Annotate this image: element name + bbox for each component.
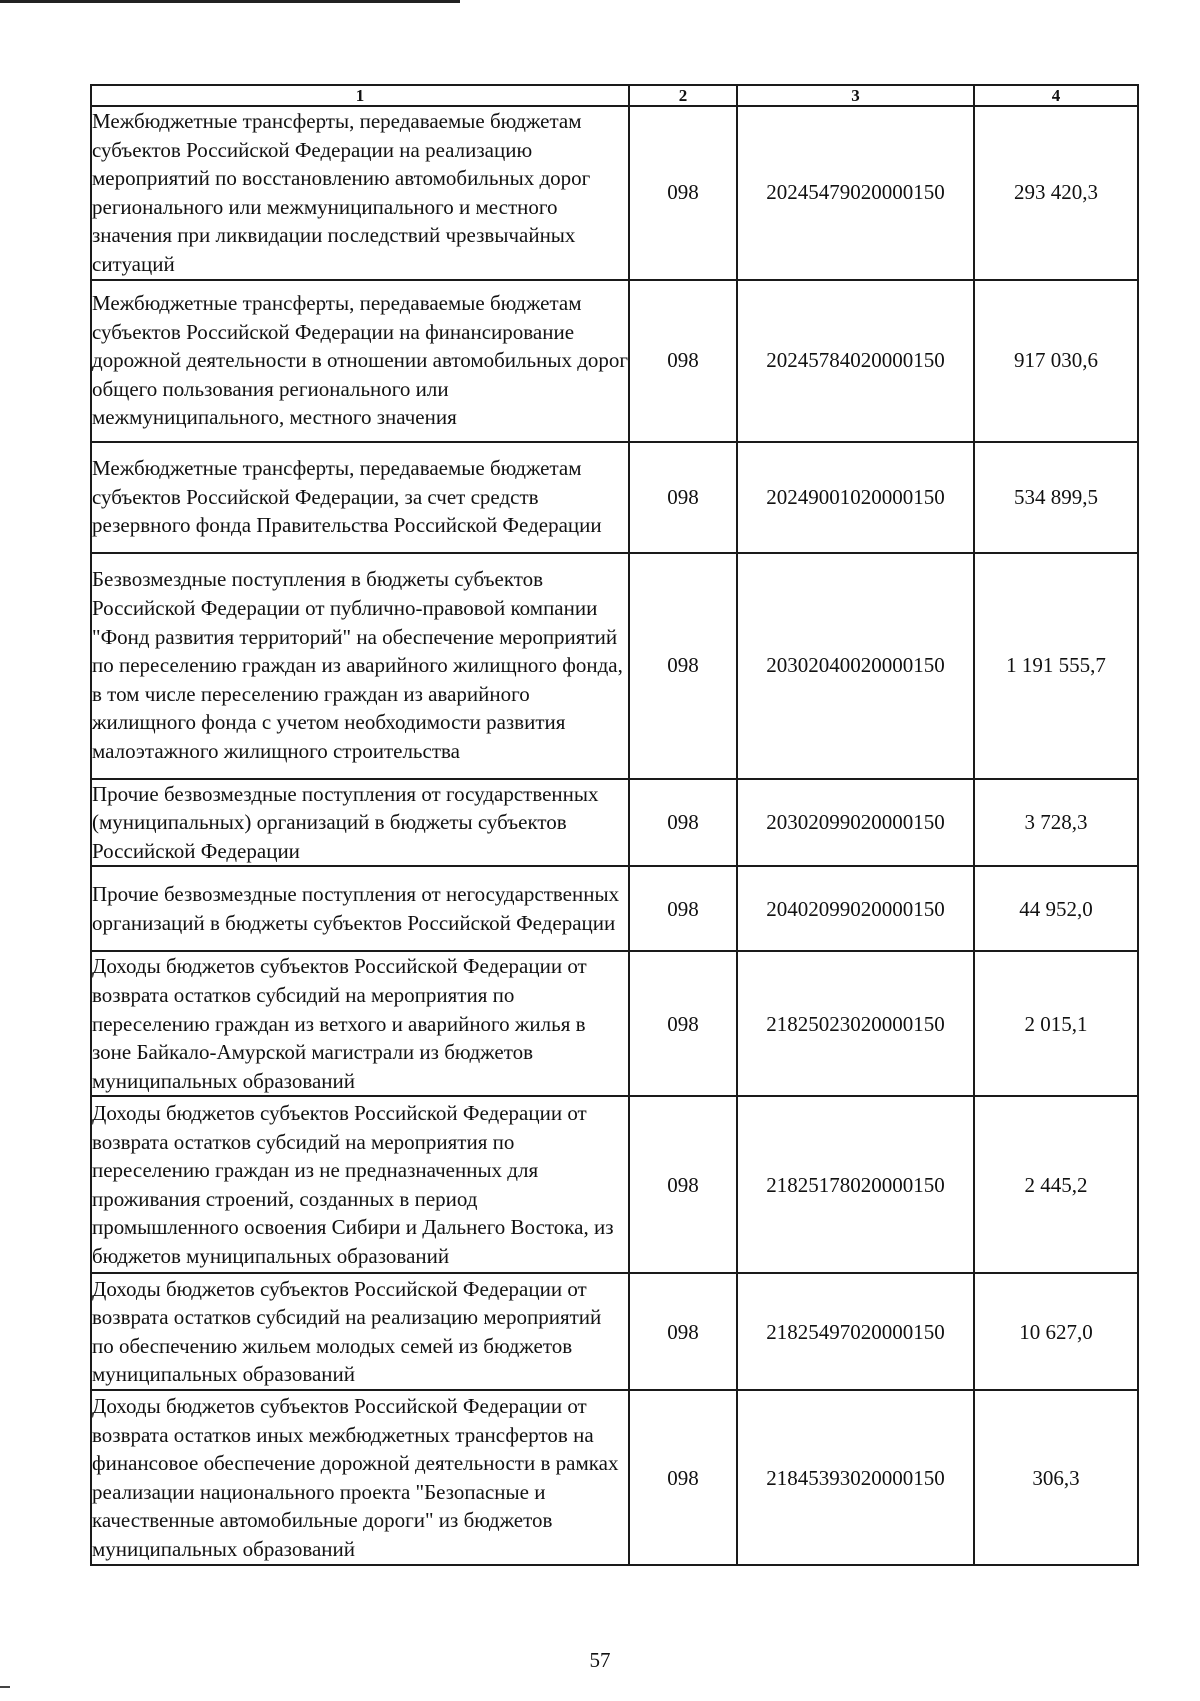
table-row <box>91 106 1138 280</box>
row-amount: 1 191 555,7 <box>974 553 1138 779</box>
row-description: Прочие безвозмездные поступления от государственных (муниципальных) организаций в бюджеты субъектов Российской Федерации <box>91 779 629 867</box>
table-row <box>91 866 1138 951</box>
row-description: Доходы бюджетов субъектов Российской Федерации от возврата остатков иных межбюджетных трансфертов на финансовое обеспечение дорожной деятельности в рамках реализации национального проекта "Безопасные и качественные автомобильные дороги" из бюджетов муниципальных образований <box>91 1390 629 1565</box>
row-admin-code: 098 <box>629 1273 737 1390</box>
table-body <box>91 106 1138 1565</box>
table-row <box>91 1096 1138 1273</box>
row-amount: 44 952,0 <box>974 866 1138 951</box>
row-admin-code: 098 <box>629 951 737 1096</box>
table-row <box>91 280 1138 442</box>
header-col-3: 3 <box>737 85 974 106</box>
header-col-1: 1 <box>91 85 629 106</box>
header-col-2: 2 <box>629 85 737 106</box>
row-income-code: 21825497020000150 <box>737 1273 974 1390</box>
row-amount: 293 420,3 <box>974 106 1138 280</box>
table-header <box>91 85 1138 106</box>
table-row <box>91 553 1138 779</box>
row-description: Доходы бюджетов субъектов Российской Федерации от возврата остатков субсидий на реализацию мероприятий по обеспечению жильем молодых семей из бюджетов муниципальных образований <box>91 1273 629 1390</box>
row-admin-code: 098 <box>629 1096 737 1273</box>
scan-mark <box>0 1686 10 1688</box>
row-admin-code: 098 <box>629 1390 737 1565</box>
table-row <box>91 442 1138 553</box>
row-income-code: 20302040020000150 <box>737 553 974 779</box>
row-description: Межбюджетные трансферты, передаваемые бюджетам субъектов Российской Федерации на финансирование дорожной деятельности в отношении автомобильных дорог общего пользования регионального или межмуниципального, местного значения <box>91 280 629 442</box>
row-income-code: 20302099020000150 <box>737 779 974 867</box>
row-amount: 2 015,1 <box>974 951 1138 1096</box>
budget-table <box>90 84 1139 1566</box>
row-amount: 917 030,6 <box>974 280 1138 442</box>
row-admin-code: 098 <box>629 280 737 442</box>
row-income-code: 21825178020000150 <box>737 1096 974 1273</box>
row-description: Безвозмездные поступления в бюджеты субъектов Российской Федерации от публично-правовой компании "Фонд развития территорий" на обеспечение мероприятий по переселению граждан из аварийного жилищного фонда, в том числе переселению граждан из аварийного жилищного фонда с учетом необходимости развития малоэтажного жилищного строительства <box>91 553 629 779</box>
row-amount: 3 728,3 <box>974 779 1138 867</box>
header-col-4: 4 <box>974 85 1138 106</box>
row-income-code: 20402099020000150 <box>737 866 974 951</box>
row-amount: 534 899,5 <box>974 442 1138 553</box>
row-income-code: 21845393020000150 <box>737 1390 974 1565</box>
header-row <box>91 85 1138 106</box>
row-income-code: 20245479020000150 <box>737 106 974 280</box>
table-row <box>91 1273 1138 1390</box>
row-admin-code: 098 <box>629 779 737 867</box>
row-description: Межбюджетные трансферты, передаваемые бюджетам субъектов Российской Федерации, за счет средств резервного фонда Правительства Российской Федерации <box>91 442 629 553</box>
row-income-code: 20245784020000150 <box>737 280 974 442</box>
page-number: 57 <box>589 1648 611 1672</box>
top-rule <box>0 0 460 3</box>
row-amount: 2 445,2 <box>974 1096 1138 1273</box>
table-row <box>91 779 1138 867</box>
row-description: Доходы бюджетов субъектов Российской Федерации от возврата остатков субсидий на мероприятия по переселению граждан из не предназначенных для проживания строений, созданных в период промышленного освоения Сибири и Дальнего Востока, из бюджетов муниципальных образований <box>91 1096 629 1273</box>
row-amount: 10 627,0 <box>974 1273 1138 1390</box>
table-row <box>91 1390 1138 1565</box>
row-admin-code: 098 <box>629 106 737 280</box>
table-row <box>91 951 1138 1096</box>
row-description: Межбюджетные трансферты, передаваемые бюджетам субъектов Российской Федерации на реализацию мероприятий по восстановлению автомобильных дорог регионального или межмуниципального и местного значения при ликвидации последствий чрезвычайных ситуаций <box>91 106 629 280</box>
row-amount: 306,3 <box>974 1390 1138 1565</box>
row-income-code: 20249001020000150 <box>737 442 974 553</box>
row-admin-code: 098 <box>629 442 737 553</box>
row-description: Прочие безвозмездные поступления от негосударственных организаций в бюджеты субъектов Российской Федерации <box>91 866 629 951</box>
row-description: Доходы бюджетов субъектов Российской Федерации от возврата остатков субсидий на мероприятия по переселению граждан из ветхого и аварийного жилья в зоне Байкало-Амурской магистрали из бюджетов муниципальных образований <box>91 951 629 1096</box>
row-income-code: 21825023020000150 <box>737 951 974 1096</box>
row-admin-code: 098 <box>629 866 737 951</box>
row-admin-code: 098 <box>629 553 737 779</box>
